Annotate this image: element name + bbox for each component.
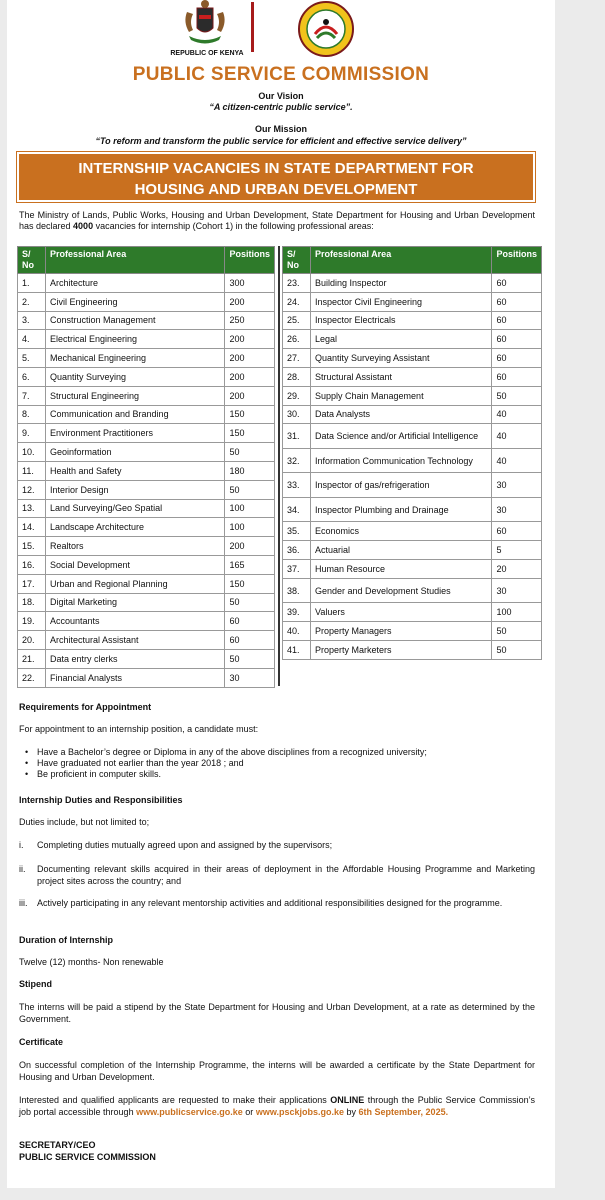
cell-positions: 40 bbox=[492, 405, 542, 424]
table-row bbox=[283, 473, 542, 498]
cell-positions: 200 bbox=[225, 330, 275, 349]
cell-no: 31. bbox=[283, 424, 311, 449]
cell-positions: 50 bbox=[225, 480, 275, 499]
certificate-text: On successful completion of the Internship Programme, the interns will be awarded a certificate by the State Department for Housing and Urban Development. bbox=[19, 1060, 535, 1082]
cell-positions: 5 bbox=[492, 541, 542, 560]
cell-area: Gender and Development Studies bbox=[311, 578, 492, 603]
link-publicservice[interactable]: www.publicservice.go.ke bbox=[136, 1107, 243, 1117]
col-header-area: Professional Area bbox=[46, 247, 225, 274]
cell-positions: 200 bbox=[225, 292, 275, 311]
table-row bbox=[283, 274, 542, 293]
table-row bbox=[18, 480, 275, 499]
table-row bbox=[283, 603, 542, 622]
vacancies-banner bbox=[17, 152, 535, 202]
cell-no: 17. bbox=[18, 574, 46, 593]
list-item: iii. Actively participating in any relevant mentorship activities and additional responsibilities designed for the programme. bbox=[19, 898, 503, 908]
table-row bbox=[283, 497, 542, 522]
table-row bbox=[283, 386, 542, 405]
cell-no: 5. bbox=[18, 349, 46, 368]
cell-area: Environment Practitioners bbox=[46, 424, 225, 443]
cell-positions: 50 bbox=[225, 593, 275, 612]
table-row bbox=[18, 574, 275, 593]
duties-lead: Duties include, but not limited to; bbox=[19, 817, 150, 827]
cell-no: 39. bbox=[283, 603, 311, 622]
cell-positions: 60 bbox=[225, 631, 275, 650]
republic-caption: REPUBLIC OF KENYA bbox=[170, 50, 244, 57]
cell-area: Landscape Architecture bbox=[46, 518, 225, 537]
table-row bbox=[18, 499, 275, 518]
cell-no: 14. bbox=[18, 518, 46, 537]
cell-no: 32. bbox=[283, 448, 311, 473]
cell-no: 16. bbox=[18, 555, 46, 574]
cell-positions: 60 bbox=[492, 367, 542, 386]
cell-no: 21. bbox=[18, 649, 46, 668]
requirements-heading: Requirements for Appointment bbox=[19, 702, 152, 712]
cell-area: Architectural Assistant bbox=[46, 631, 225, 650]
cell-positions: 30 bbox=[225, 668, 275, 687]
cell-positions: 150 bbox=[225, 424, 275, 443]
table-row bbox=[283, 349, 542, 368]
cell-positions: 30 bbox=[492, 497, 542, 522]
intro-part-1: The Ministry of Lands, Public Works, Housing and Urban Development, State Department for Housing and Urban Development has declared bbox=[19, 210, 535, 231]
cell-no: 36. bbox=[283, 541, 311, 560]
col-header-area: Professional Area bbox=[311, 247, 492, 274]
cell-no: 34. bbox=[283, 497, 311, 522]
col-header-no: S/ No bbox=[283, 247, 311, 274]
cell-positions: 60 bbox=[492, 311, 542, 330]
cell-no: 11. bbox=[18, 461, 46, 480]
cell-positions: 60 bbox=[492, 330, 542, 349]
vision-text: “A citizen-centric public service”. bbox=[209, 102, 353, 112]
cell-area: Architecture bbox=[46, 274, 225, 293]
table-row bbox=[283, 622, 542, 641]
cell-area: Supply Chain Management bbox=[311, 386, 492, 405]
cell-positions: 50 bbox=[225, 443, 275, 462]
cell-positions: 60 bbox=[492, 522, 542, 541]
cell-area: Social Development bbox=[46, 555, 225, 574]
table-row bbox=[18, 518, 275, 537]
table-row bbox=[18, 631, 275, 650]
table-separator bbox=[278, 246, 280, 686]
cell-area: Data Analysts bbox=[311, 405, 492, 424]
requirements-lead: For appointment to an internship position, a candidate must: bbox=[19, 724, 259, 734]
cell-area: Inspector Civil Engineering bbox=[311, 292, 492, 311]
cell-positions: 150 bbox=[225, 405, 275, 424]
cell-positions: 165 bbox=[225, 555, 275, 574]
cell-area: Information Communication Technology bbox=[311, 448, 492, 473]
cell-area: Inspector Plumbing and Drainage bbox=[311, 497, 492, 522]
cell-no: 24. bbox=[283, 292, 311, 311]
cell-no: 37. bbox=[283, 559, 311, 578]
table-row bbox=[18, 367, 275, 386]
table-body-right bbox=[283, 274, 542, 660]
cell-positions: 40 bbox=[492, 424, 542, 449]
cell-positions: 100 bbox=[225, 499, 275, 518]
table-row bbox=[18, 593, 275, 612]
cell-no: 26. bbox=[283, 330, 311, 349]
table-row bbox=[18, 405, 275, 424]
table-row bbox=[18, 424, 275, 443]
cell-area: Accountants bbox=[46, 612, 225, 631]
cell-no: 13. bbox=[18, 499, 46, 518]
table-row bbox=[283, 292, 542, 311]
cell-no: 18. bbox=[18, 593, 46, 612]
table-header-row bbox=[283, 247, 542, 274]
table-row bbox=[18, 443, 275, 462]
table-row bbox=[283, 640, 542, 659]
table-row bbox=[18, 386, 275, 405]
cell-positions: 200 bbox=[225, 537, 275, 556]
cell-no: 1. bbox=[18, 274, 46, 293]
cell-no: 41. bbox=[283, 640, 311, 659]
table-row bbox=[283, 311, 542, 330]
cell-no: 3. bbox=[18, 311, 46, 330]
kenya-coat-of-arms-icon bbox=[175, 0, 235, 50]
vision-heading: Our Vision bbox=[258, 91, 304, 101]
mission-heading: Our Mission bbox=[254, 124, 307, 134]
table-header-row bbox=[18, 247, 275, 274]
table-row bbox=[283, 405, 542, 424]
cell-no: 9. bbox=[18, 424, 46, 443]
list-item: • Be proficient in computer skills. bbox=[25, 769, 162, 779]
cell-positions: 40 bbox=[492, 448, 542, 473]
mission-text: “To reform and transform the public service for efficient and effective service delivery” bbox=[95, 136, 467, 146]
cell-no: 7. bbox=[18, 386, 46, 405]
online-emphasis: ONLINE bbox=[330, 1095, 365, 1105]
duties-heading: Internship Duties and Responsibilities bbox=[19, 795, 183, 805]
cell-positions: 100 bbox=[225, 518, 275, 537]
cell-positions: 200 bbox=[225, 367, 275, 386]
application-instructions: Interested and qualified applicants are requested to make their applications ONLINE through the Public Service Commission’s job portal accessible through www.publicservice.go.ke or www.psckjobs.go.ke by 6th September, 2025. bbox=[19, 1095, 535, 1117]
cell-no: 29. bbox=[283, 386, 311, 405]
list-item: • Have a Bachelor’s degree or Diploma in any of the above disciplines from a recognized university; bbox=[25, 747, 427, 757]
table-row bbox=[18, 274, 275, 293]
banner-line-1: INTERNSHIP VACANCIES IN STATE DEPARTMENT FOR bbox=[78, 160, 474, 177]
cell-area: Inspector Electricals bbox=[311, 311, 492, 330]
cell-area: Communication and Branding bbox=[46, 405, 225, 424]
table-row bbox=[283, 330, 542, 349]
cell-area: Mechanical Engineering bbox=[46, 349, 225, 368]
col-header-no: S/ No bbox=[18, 247, 46, 274]
cell-area: Financial Analysts bbox=[46, 668, 225, 687]
logo-divider bbox=[251, 2, 254, 52]
table-row bbox=[283, 578, 542, 603]
cell-area: Realtors bbox=[46, 537, 225, 556]
cell-area: Geoinformation bbox=[46, 443, 225, 462]
list-item: ii. Documenting relevant skills acquired in their areas of deployment in the Affordable Housing Programme and Marketing project sites across the country; and bbox=[19, 864, 535, 886]
requirements-list bbox=[19, 747, 535, 780]
table-row bbox=[18, 555, 275, 574]
cell-no: 33. bbox=[283, 473, 311, 498]
cell-positions: 200 bbox=[225, 386, 275, 405]
table-row bbox=[18, 461, 275, 480]
table-row bbox=[18, 649, 275, 668]
cell-area: Structural Engineering bbox=[46, 386, 225, 405]
cell-no: 28. bbox=[283, 367, 311, 386]
table-row bbox=[283, 448, 542, 473]
cell-area: Building Inspector bbox=[311, 274, 492, 293]
cell-no: 6. bbox=[18, 367, 46, 386]
cell-positions: 200 bbox=[225, 349, 275, 368]
cell-area: Property Managers bbox=[311, 622, 492, 641]
cell-no: 22. bbox=[18, 668, 46, 687]
table-row bbox=[18, 668, 275, 687]
cell-no: 4. bbox=[18, 330, 46, 349]
cell-area: Land Surveying/Geo Spatial bbox=[46, 499, 225, 518]
logo-bar bbox=[7, 0, 555, 62]
cell-positions: 60 bbox=[492, 292, 542, 311]
link-psckjobs[interactable]: www.psckjobs.go.ke bbox=[255, 1107, 345, 1117]
cell-no: 38. bbox=[283, 578, 311, 603]
intro-paragraph bbox=[19, 210, 535, 232]
deadline-date: 6th September, 2025. bbox=[358, 1107, 449, 1117]
duration-text: Twelve (12) months- Non renewable bbox=[19, 957, 164, 967]
stipend-heading: Stipend bbox=[19, 979, 52, 989]
cell-no: 25. bbox=[283, 311, 311, 330]
cell-no: 19. bbox=[18, 612, 46, 631]
certificate-heading: Certificate bbox=[19, 1037, 64, 1047]
cell-area: Data Science and/or Artificial Intelligence bbox=[311, 424, 492, 449]
cell-no: 8. bbox=[18, 405, 46, 424]
cell-positions: 250 bbox=[225, 311, 275, 330]
list-item: • Have graduated not earlier than the year 2018 ; and bbox=[25, 758, 244, 768]
table-row bbox=[283, 559, 542, 578]
psc-seal-icon bbox=[287, 0, 365, 58]
col-header-positions: Positions bbox=[225, 247, 275, 274]
vacancy-count: 4000 bbox=[73, 221, 94, 231]
cell-area: Actuarial bbox=[311, 541, 492, 560]
advert-document bbox=[7, 0, 555, 1188]
cell-area: Human Resource bbox=[311, 559, 492, 578]
table-row bbox=[18, 292, 275, 311]
cell-area: Inspector of gas/refrigeration bbox=[311, 473, 492, 498]
list-item: i. Completing duties mutually agreed upon and assigned by the supervisors; bbox=[19, 840, 333, 850]
cell-no: 30. bbox=[283, 405, 311, 424]
cell-area: Civil Engineering bbox=[46, 292, 225, 311]
cell-no: 2. bbox=[18, 292, 46, 311]
cell-positions: 20 bbox=[492, 559, 542, 578]
cell-positions: 30 bbox=[492, 578, 542, 603]
table-row bbox=[18, 612, 275, 631]
cell-no: 15. bbox=[18, 537, 46, 556]
screen-frame-left bbox=[0, 0, 7, 1200]
cell-positions: 30 bbox=[492, 473, 542, 498]
cell-no: 20. bbox=[18, 631, 46, 650]
table-row bbox=[18, 311, 275, 330]
cell-area: Data entry clerks bbox=[46, 649, 225, 668]
screen-frame-right bbox=[555, 0, 605, 1200]
stipend-text: The interns will be paid a stipend by the State Department for Housing and Urban Development, at a rate as determined by the Government. bbox=[19, 1002, 535, 1024]
screen-frame-bottom bbox=[0, 1188, 605, 1200]
commission-title: PUBLIC SERVICE COMMISSION bbox=[132, 64, 430, 85]
cell-positions: 50 bbox=[225, 649, 275, 668]
intro-part-2: vacancies for internship (Cohort 1) in the following professional areas: bbox=[93, 221, 374, 231]
table-row bbox=[283, 424, 542, 449]
duration-heading: Duration of Internship bbox=[19, 935, 113, 945]
vacancy-table-right bbox=[282, 246, 542, 660]
cell-positions: 300 bbox=[225, 274, 275, 293]
cell-positions: 60 bbox=[492, 349, 542, 368]
vacancy-table-left bbox=[17, 246, 275, 688]
cell-positions: 50 bbox=[492, 622, 542, 641]
cell-area: Quantity Surveying Assistant bbox=[311, 349, 492, 368]
cell-no: 12. bbox=[18, 480, 46, 499]
cell-positions: 50 bbox=[492, 640, 542, 659]
cell-area: Health and Safety bbox=[46, 461, 225, 480]
cell-no: 35. bbox=[283, 522, 311, 541]
cell-area: Construction Management bbox=[46, 311, 225, 330]
table-row bbox=[18, 349, 275, 368]
table-row bbox=[18, 537, 275, 556]
cell-positions: 60 bbox=[492, 274, 542, 293]
cell-area: Valuers bbox=[311, 603, 492, 622]
col-header-positions: Positions bbox=[492, 247, 542, 274]
cell-no: 10. bbox=[18, 443, 46, 462]
cell-area: Structural Assistant bbox=[311, 367, 492, 386]
cell-positions: 150 bbox=[225, 574, 275, 593]
cell-no: 27. bbox=[283, 349, 311, 368]
table-row bbox=[283, 367, 542, 386]
cell-area: Digital Marketing bbox=[46, 593, 225, 612]
cell-area: Quantity Surveying bbox=[46, 367, 225, 386]
cell-positions: 60 bbox=[225, 612, 275, 631]
cell-no: 23. bbox=[283, 274, 311, 293]
cell-area: Interior Design bbox=[46, 480, 225, 499]
table-row bbox=[283, 541, 542, 560]
cell-positions: 50 bbox=[492, 386, 542, 405]
cell-area: Legal bbox=[311, 330, 492, 349]
banner-line-2: HOUSING AND URBAN DEVELOPMENT bbox=[134, 181, 418, 198]
table-body-left bbox=[18, 274, 275, 688]
signatory-title: SECRETARY/CEO bbox=[19, 1140, 96, 1150]
cell-positions: 180 bbox=[225, 461, 275, 480]
signatory-body: PUBLIC SERVICE COMMISSION bbox=[19, 1152, 156, 1162]
cell-area: Urban and Regional Planning bbox=[46, 574, 225, 593]
cell-no: 40. bbox=[283, 622, 311, 641]
cell-area: Economics bbox=[311, 522, 492, 541]
table-row bbox=[18, 330, 275, 349]
cell-positions: 100 bbox=[492, 603, 542, 622]
table-row bbox=[283, 522, 542, 541]
cell-area: Property Marketers bbox=[311, 640, 492, 659]
cell-area: Electrical Engineering bbox=[46, 330, 225, 349]
